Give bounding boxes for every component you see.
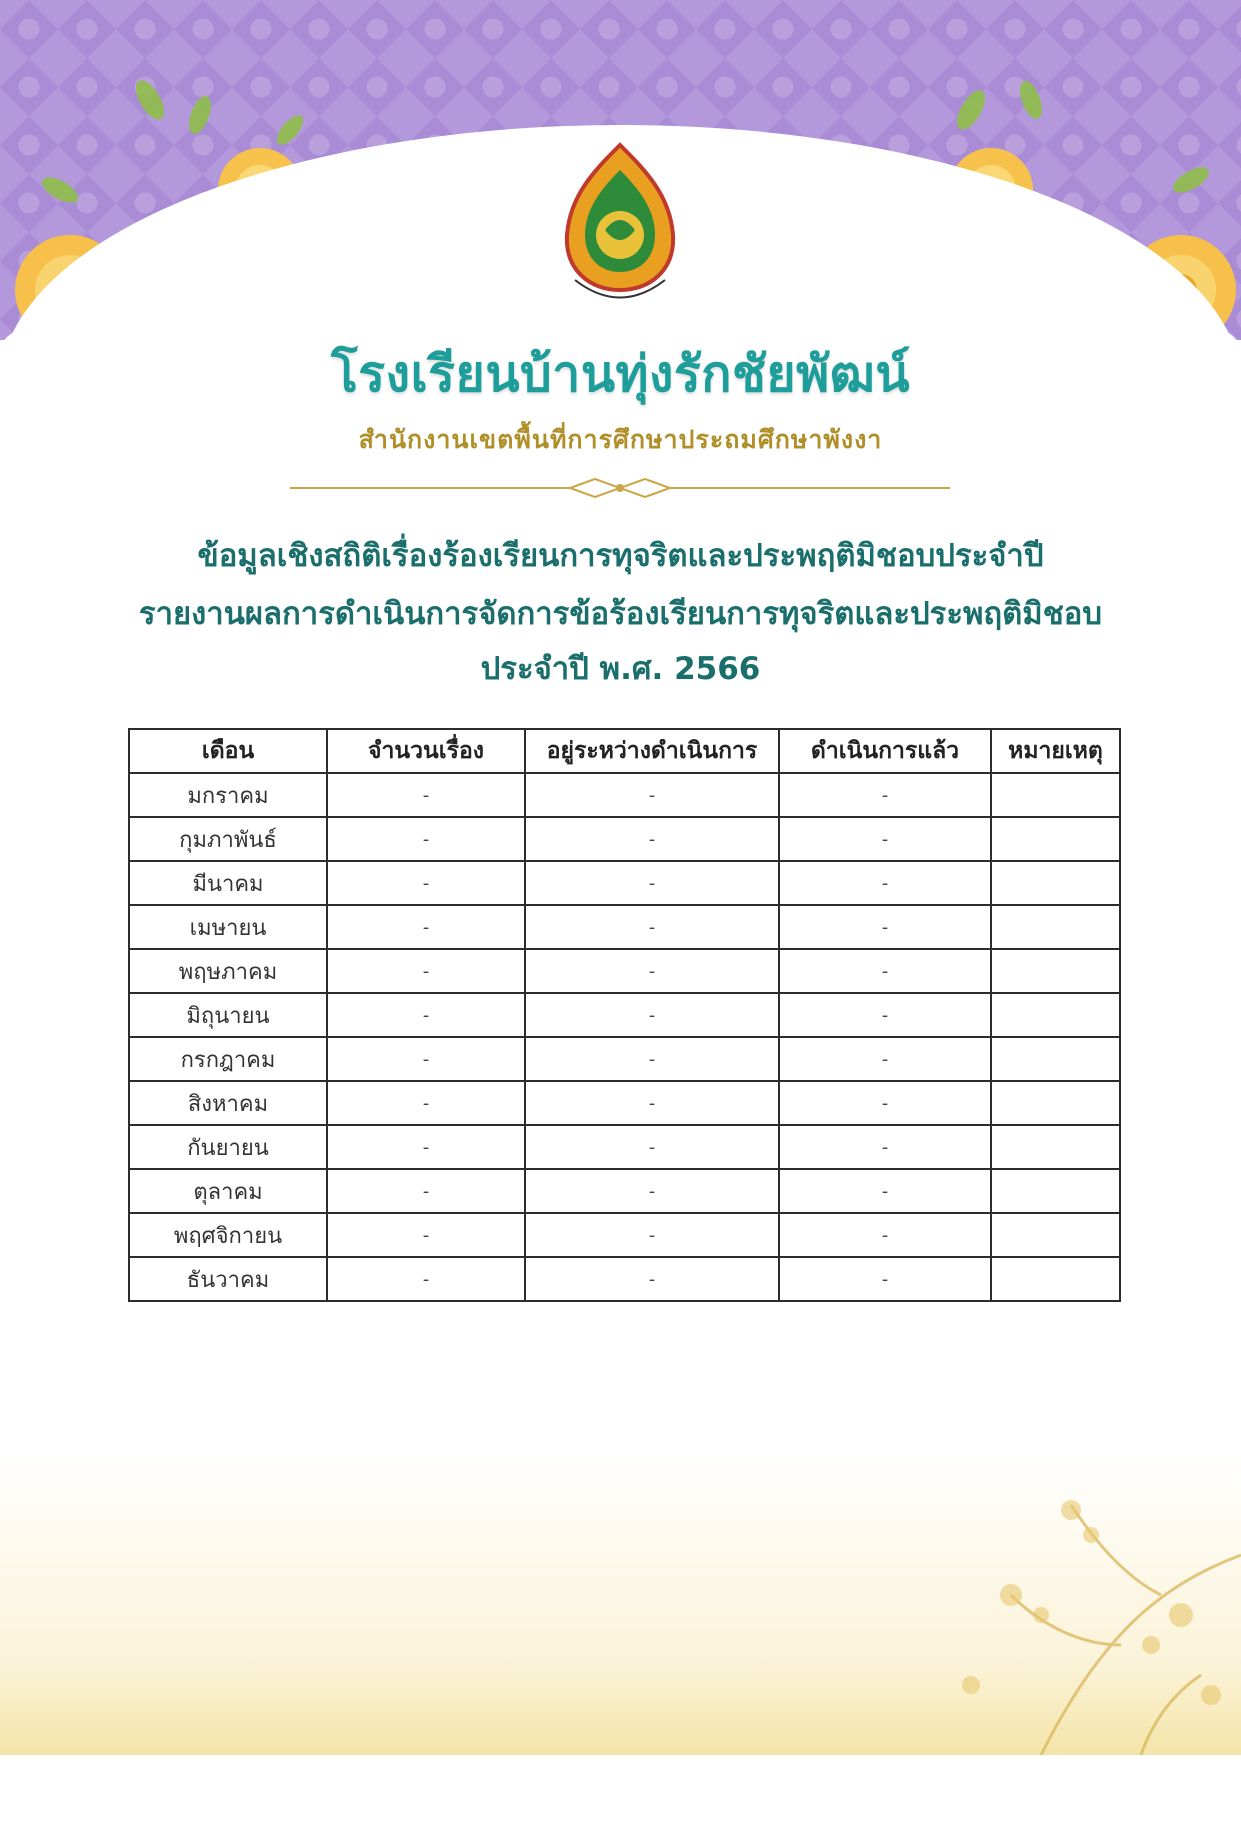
- heading-report: รายงานผลการดำเนินการจัดการข้อร้องเรียนการทุจริตและประพฤติมิชอบ: [138, 596, 1103, 632]
- in-progress-cell: -: [525, 1125, 779, 1169]
- table-row: [129, 861, 1120, 905]
- month-cell: พฤษภาคม: [129, 949, 327, 993]
- month-cell: มิถุนายน: [129, 993, 327, 1037]
- table-row: [129, 773, 1120, 817]
- count-cell: -: [327, 993, 525, 1037]
- count-cell: -: [327, 1213, 525, 1257]
- in-progress-cell: -: [525, 773, 779, 817]
- heading-year: ประจำปี พ.ศ. 2566: [480, 651, 761, 687]
- count-cell: -: [327, 1037, 525, 1081]
- table-row: [129, 1125, 1120, 1169]
- column-header-done: ดำเนินการแล้ว: [779, 729, 991, 773]
- table-row: [129, 993, 1120, 1037]
- table-row: [129, 1169, 1120, 1213]
- in-progress-cell: -: [525, 861, 779, 905]
- note-cell: [991, 1213, 1120, 1257]
- month-cell: เมษายน: [129, 905, 327, 949]
- note-cell: [991, 1037, 1120, 1081]
- month-cell: กันยายน: [129, 1125, 327, 1169]
- note-cell: [991, 861, 1120, 905]
- count-cell: -: [327, 1081, 525, 1125]
- school-name-title: โรงเรียนบ้านทุ่งรักชัยพัฒน์: [330, 345, 911, 403]
- count-cell: -: [327, 817, 525, 861]
- school-emblem-logo: [555, 140, 685, 310]
- in-progress-cell: -: [525, 949, 779, 993]
- note-cell: [991, 1257, 1120, 1301]
- education-office-subtitle: สำนักงานเขตพื้นที่การศึกษาประถมศึกษาพังงา: [358, 425, 883, 454]
- done-cell: -: [779, 949, 991, 993]
- note-cell: [991, 993, 1120, 1037]
- table-row: [129, 817, 1120, 861]
- note-cell: [991, 773, 1120, 817]
- count-cell: -: [327, 861, 525, 905]
- gold-botanical-decoration: [741, 1495, 1241, 1755]
- month-cell: มกราคม: [129, 773, 327, 817]
- in-progress-cell: -: [525, 1037, 779, 1081]
- count-cell: -: [327, 1125, 525, 1169]
- table-row: [129, 1213, 1120, 1257]
- count-cell: -: [327, 1257, 525, 1301]
- count-cell: -: [327, 1169, 525, 1213]
- note-cell: [991, 949, 1120, 993]
- done-cell: -: [779, 817, 991, 861]
- month-cell: มีนาคม: [129, 861, 327, 905]
- column-header-in-progress: อยู่ระหว่างดำเนินการ: [525, 729, 779, 773]
- column-header-count: จำนวนเรื่อง: [327, 729, 525, 773]
- in-progress-cell: -: [525, 993, 779, 1037]
- in-progress-cell: -: [525, 1169, 779, 1213]
- month-cell: กุมภาพันธ์: [129, 817, 327, 861]
- done-cell: -: [779, 905, 991, 949]
- count-cell: -: [327, 905, 525, 949]
- done-cell: -: [779, 861, 991, 905]
- done-cell: -: [779, 773, 991, 817]
- table-row: [129, 949, 1120, 993]
- count-cell: -: [327, 773, 525, 817]
- month-cell: กรกฎาคม: [129, 1037, 327, 1081]
- note-cell: [991, 1125, 1120, 1169]
- note-cell: [991, 817, 1120, 861]
- column-header-note: หมายเหตุ: [991, 729, 1120, 773]
- note-cell: [991, 1081, 1120, 1125]
- table-row: [129, 905, 1120, 949]
- month-cell: ธันวาคม: [129, 1257, 327, 1301]
- count-cell: -: [327, 949, 525, 993]
- note-cell: [991, 1169, 1120, 1213]
- done-cell: -: [779, 993, 991, 1037]
- in-progress-cell: -: [525, 1213, 779, 1257]
- complaint-statistics-table: [128, 728, 1121, 1302]
- done-cell: -: [779, 1257, 991, 1301]
- done-cell: -: [779, 1213, 991, 1257]
- done-cell: -: [779, 1081, 991, 1125]
- in-progress-cell: -: [525, 1081, 779, 1125]
- done-cell: -: [779, 1169, 991, 1213]
- in-progress-cell: -: [525, 1257, 779, 1301]
- done-cell: -: [779, 1037, 991, 1081]
- done-cell: -: [779, 1125, 991, 1169]
- month-cell: ตุลาคม: [129, 1169, 327, 1213]
- column-header-month: เดือน: [129, 729, 327, 773]
- table-row: [129, 1257, 1120, 1301]
- table-row: [129, 1081, 1120, 1125]
- table-header-row: [129, 729, 1120, 773]
- ornamental-divider: [290, 475, 950, 501]
- heading-statistics: ข้อมูลเชิงสถิติเรื่องร้องเรียนการทุจริตและประพฤติมิชอบประจำปี: [197, 538, 1044, 574]
- month-cell: พฤศจิกายน: [129, 1213, 327, 1257]
- note-cell: [991, 905, 1120, 949]
- table-row: [129, 1037, 1120, 1081]
- in-progress-cell: -: [525, 905, 779, 949]
- month-cell: สิงหาคม: [129, 1081, 327, 1125]
- in-progress-cell: -: [525, 817, 779, 861]
